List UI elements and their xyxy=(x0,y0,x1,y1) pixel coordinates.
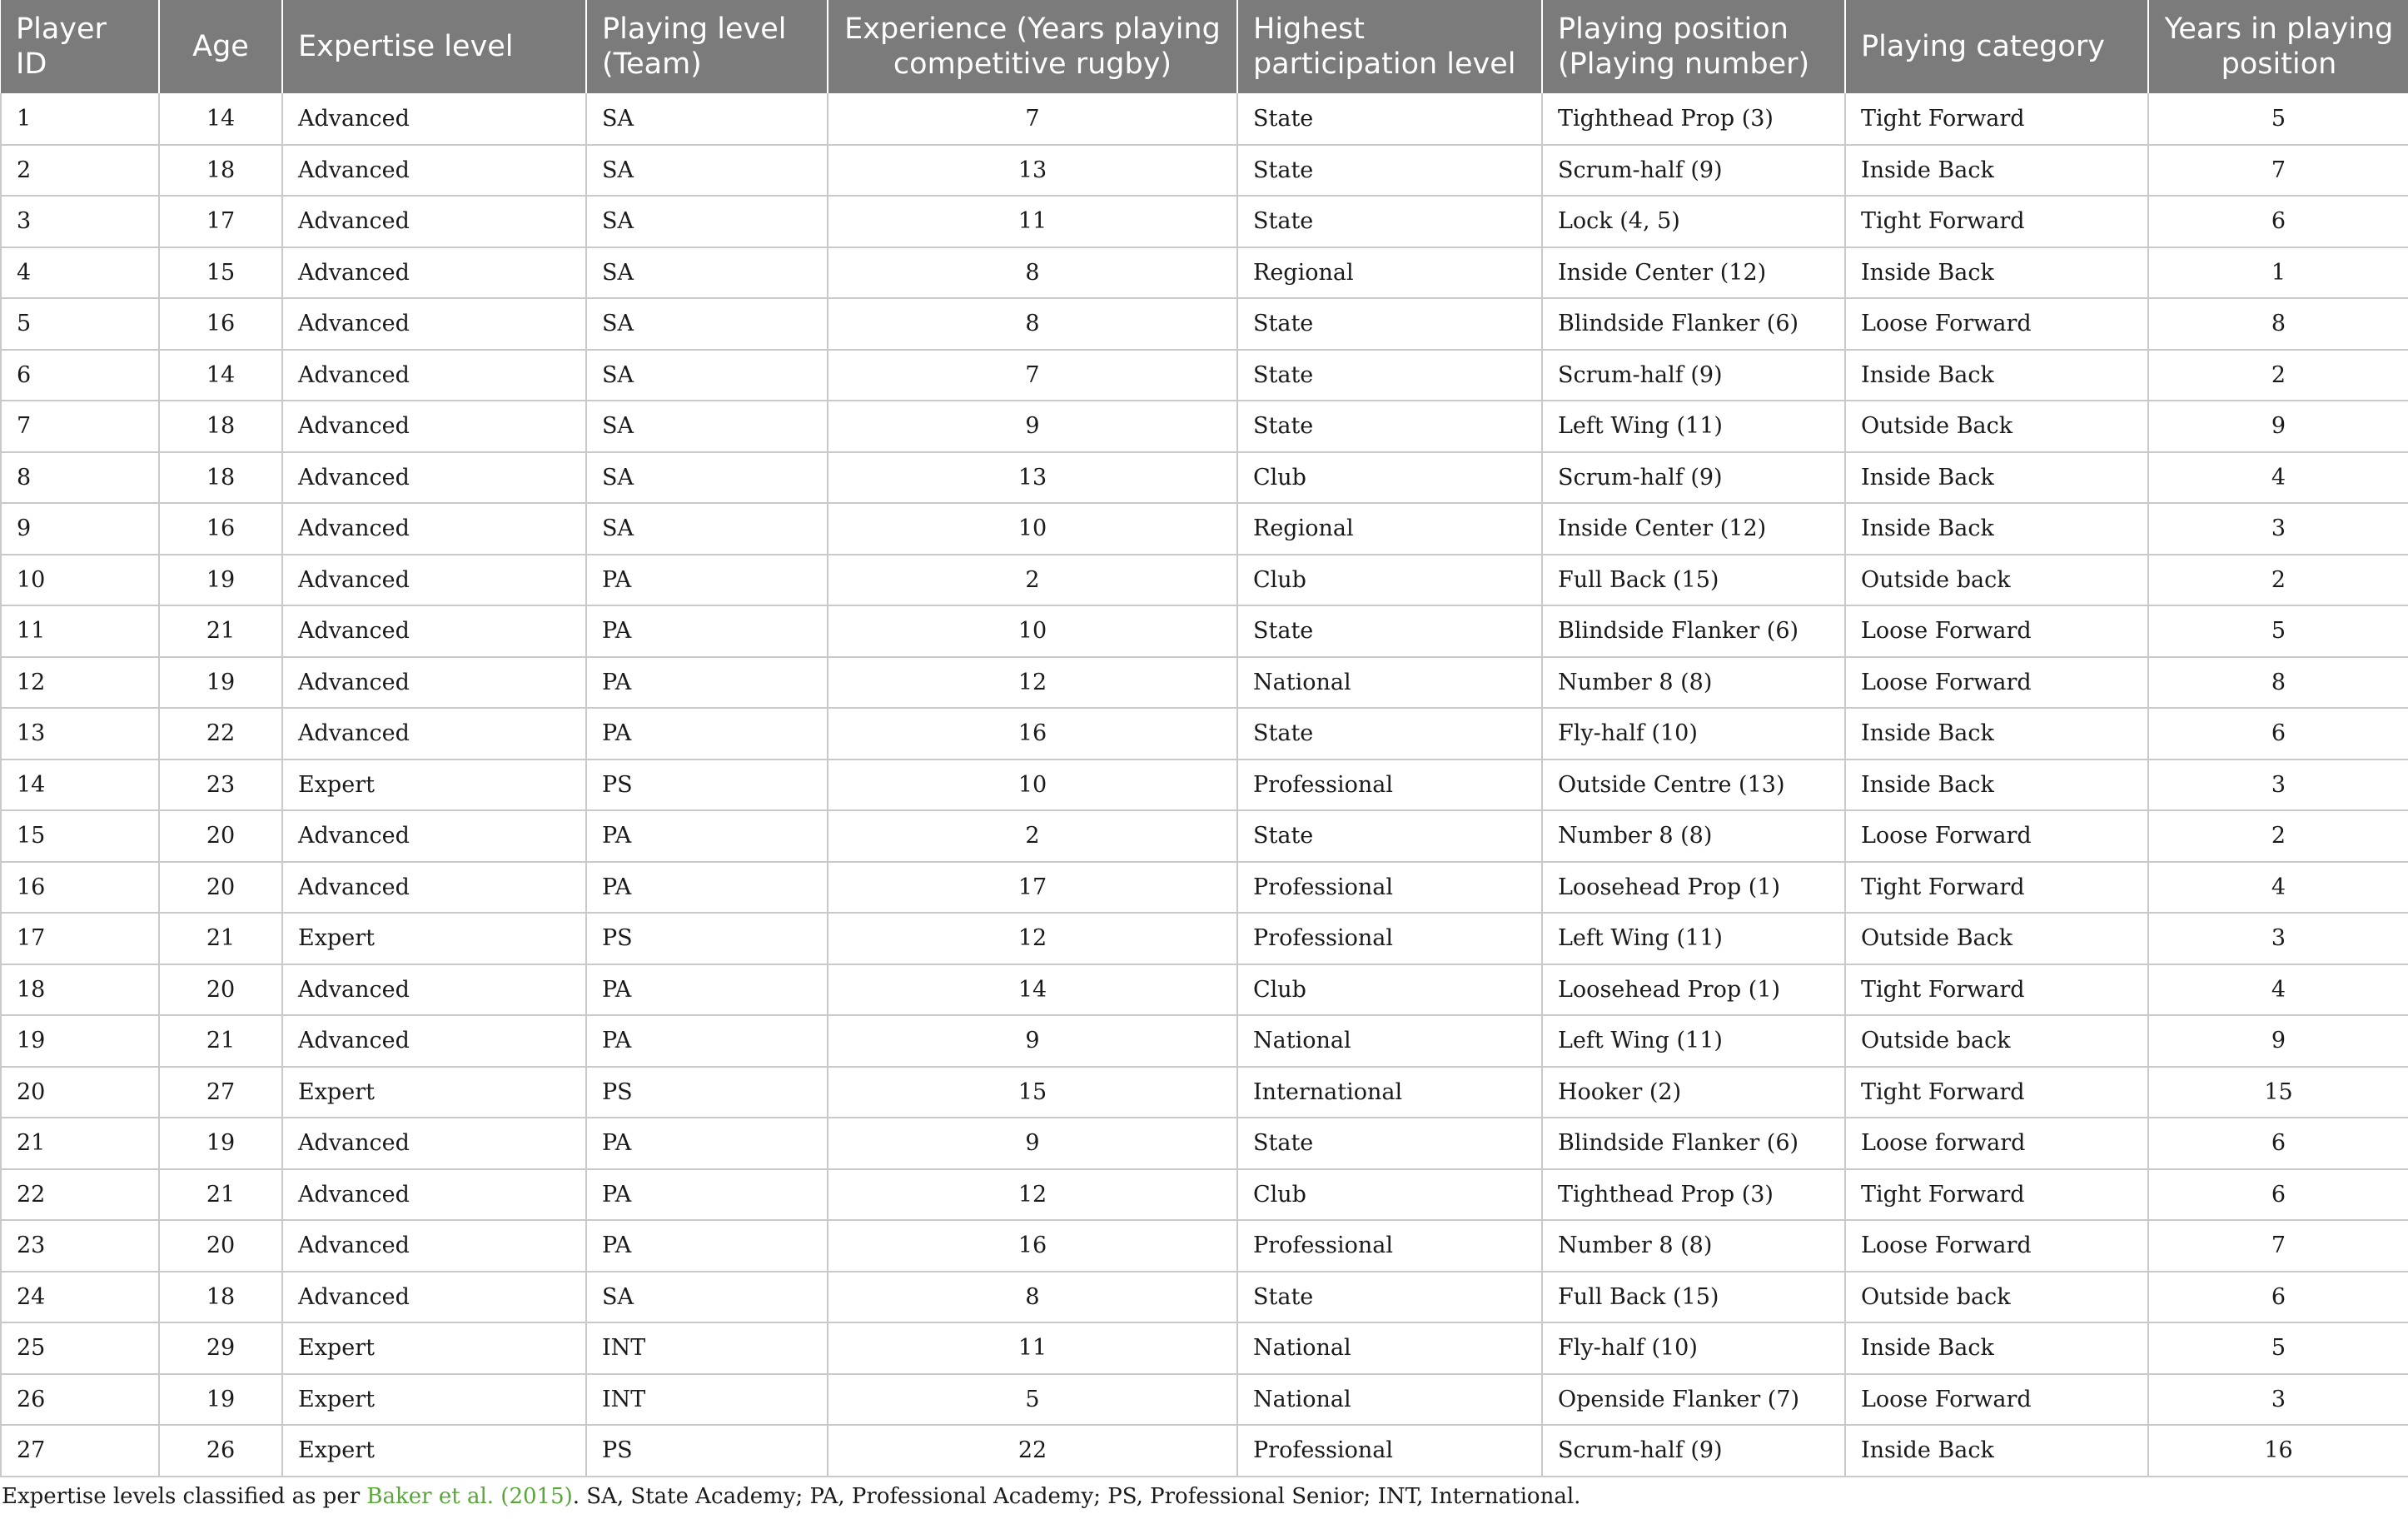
cell-player-id: 26 xyxy=(1,1374,159,1426)
cell-playing-level: SA xyxy=(586,452,828,504)
cell-playing-position: Scrum-half (9) xyxy=(1542,145,1845,197)
cell-player-id: 24 xyxy=(1,1272,159,1323)
cell-playing-category: Inside Back xyxy=(1845,1322,2148,1374)
cell-playing-level: SA xyxy=(586,93,828,145)
table-row xyxy=(1,1220,2408,1272)
cell-age: 16 xyxy=(159,298,282,350)
table-row xyxy=(1,1067,2408,1118)
header-highest-participation: Highest participation level xyxy=(1237,0,1542,93)
cell-expertise-level: Advanced xyxy=(282,350,586,401)
cell-years-in-position: 8 xyxy=(2148,657,2408,709)
cell-playing-category: Tight Forward xyxy=(1845,1067,2148,1118)
cell-player-id: 25 xyxy=(1,1322,159,1374)
cell-age: 14 xyxy=(159,350,282,401)
cell-player-id: 3 xyxy=(1,196,159,247)
cell-age: 14 xyxy=(159,93,282,145)
cell-playing-position: Lock (4, 5) xyxy=(1542,196,1845,247)
table-row xyxy=(1,1169,2408,1221)
cell-playing-category: Inside Back xyxy=(1845,760,2148,811)
cell-highest-participation: Regional xyxy=(1237,247,1542,299)
cell-highest-participation: State xyxy=(1237,708,1542,760)
cell-years-in-position: 5 xyxy=(2148,605,2408,657)
table-row xyxy=(1,862,2408,914)
cell-playing-level: PA xyxy=(586,862,828,914)
cell-years-in-position: 3 xyxy=(2148,1374,2408,1426)
cell-highest-participation: National xyxy=(1237,1015,1542,1067)
cell-playing-level: INT xyxy=(586,1374,828,1426)
cell-playing-position: Full Back (15) xyxy=(1542,555,1845,606)
cell-expertise-level: Advanced xyxy=(282,401,586,452)
cell-playing-category: Inside Back xyxy=(1845,145,2148,197)
cell-age: 20 xyxy=(159,862,282,914)
cell-experience: 12 xyxy=(828,657,1237,709)
cell-playing-position: Number 8 (8) xyxy=(1542,657,1845,709)
cell-player-id: 27 xyxy=(1,1425,159,1477)
cell-experience: 13 xyxy=(828,145,1237,197)
cell-playing-position: Number 8 (8) xyxy=(1542,810,1845,862)
cell-years-in-position: 7 xyxy=(2148,145,2408,197)
cell-playing-category: Loose forward xyxy=(1845,1118,2148,1169)
table-row xyxy=(1,401,2408,452)
cell-years-in-position: 4 xyxy=(2148,964,2408,1016)
cell-playing-level: PA xyxy=(586,657,828,709)
cell-expertise-level: Advanced xyxy=(282,1272,586,1323)
table-row xyxy=(1,1374,2408,1426)
cell-playing-category: Loose Forward xyxy=(1845,1374,2148,1426)
cell-age: 21 xyxy=(159,605,282,657)
cell-playing-position: Openside Flanker (7) xyxy=(1542,1374,1845,1426)
table-row xyxy=(1,298,2408,350)
cell-expertise-level: Advanced xyxy=(282,145,586,197)
cell-playing-category: Tight Forward xyxy=(1845,862,2148,914)
cell-experience: 16 xyxy=(828,1220,1237,1272)
cell-player-id: 7 xyxy=(1,401,159,452)
cell-playing-position: Loosehead Prop (1) xyxy=(1542,862,1845,914)
cell-playing-level: PS xyxy=(586,913,828,964)
cell-highest-participation: State xyxy=(1237,605,1542,657)
cell-playing-level: PA xyxy=(586,1118,828,1169)
cell-playing-position: Number 8 (8) xyxy=(1542,1220,1845,1272)
cell-highest-participation: State xyxy=(1237,810,1542,862)
cell-experience: 2 xyxy=(828,555,1237,606)
cell-playing-position: Fly-half (10) xyxy=(1542,1322,1845,1374)
cell-years-in-position: 9 xyxy=(2148,1015,2408,1067)
cell-highest-participation: State xyxy=(1237,145,1542,197)
cell-highest-participation: State xyxy=(1237,298,1542,350)
cell-playing-position: Blindside Flanker (6) xyxy=(1542,605,1845,657)
cell-years-in-position: 6 xyxy=(2148,196,2408,247)
cell-years-in-position: 3 xyxy=(2148,760,2408,811)
table-row xyxy=(1,605,2408,657)
cell-playing-position: Blindside Flanker (6) xyxy=(1542,298,1845,350)
cell-playing-category: Outside Back xyxy=(1845,913,2148,964)
table-row xyxy=(1,760,2408,811)
cell-highest-participation: National xyxy=(1237,1322,1542,1374)
cell-highest-participation: National xyxy=(1237,1374,1542,1426)
cell-playing-level: PA xyxy=(586,708,828,760)
cell-years-in-position: 3 xyxy=(2148,503,2408,555)
cell-player-id: 5 xyxy=(1,298,159,350)
cell-age: 23 xyxy=(159,760,282,811)
cell-player-id: 22 xyxy=(1,1169,159,1221)
cell-playing-category: Outside back xyxy=(1845,1015,2148,1067)
cell-experience: 8 xyxy=(828,1272,1237,1323)
cell-player-id: 17 xyxy=(1,913,159,964)
cell-playing-level: PA xyxy=(586,555,828,606)
cell-experience: 9 xyxy=(828,1118,1237,1169)
cell-experience: 12 xyxy=(828,1169,1237,1221)
cell-playing-level: PS xyxy=(586,1067,828,1118)
cell-age: 26 xyxy=(159,1425,282,1477)
table-row xyxy=(1,503,2408,555)
cell-experience: 9 xyxy=(828,1015,1237,1067)
cell-expertise-level: Advanced xyxy=(282,298,586,350)
cell-player-id: 13 xyxy=(1,708,159,760)
cell-playing-category: Inside Back xyxy=(1845,247,2148,299)
cell-playing-category: Loose Forward xyxy=(1845,810,2148,862)
cell-years-in-position: 5 xyxy=(2148,1322,2408,1374)
cell-playing-category: Loose Forward xyxy=(1845,605,2148,657)
header-playing-category: Playing category xyxy=(1845,0,2148,93)
cell-playing-position: Left Wing (11) xyxy=(1542,1015,1845,1067)
table-row xyxy=(1,145,2408,197)
cell-player-id: 8 xyxy=(1,452,159,504)
cell-years-in-position: 7 xyxy=(2148,1220,2408,1272)
cell-age: 22 xyxy=(159,708,282,760)
cell-experience: 10 xyxy=(828,605,1237,657)
cell-playing-level: PA xyxy=(586,964,828,1016)
cell-player-id: 6 xyxy=(1,350,159,401)
cell-highest-participation: Club xyxy=(1237,555,1542,606)
cell-playing-position: Inside Center (12) xyxy=(1542,247,1845,299)
table-row xyxy=(1,247,2408,299)
table-header xyxy=(1,0,2408,93)
cell-age: 21 xyxy=(159,1169,282,1221)
cell-playing-category: Outside Back xyxy=(1845,401,2148,452)
cell-player-id: 4 xyxy=(1,247,159,299)
cell-years-in-position: 6 xyxy=(2148,1118,2408,1169)
cell-age: 18 xyxy=(159,145,282,197)
cell-age: 20 xyxy=(159,964,282,1016)
cell-experience: 5 xyxy=(828,1374,1237,1426)
cell-expertise-level: Advanced xyxy=(282,93,586,145)
cell-playing-category: Tight Forward xyxy=(1845,93,2148,145)
cell-player-id: 23 xyxy=(1,1220,159,1272)
cell-player-id: 1 xyxy=(1,93,159,145)
cell-highest-participation: State xyxy=(1237,1118,1542,1169)
cell-highest-participation: International xyxy=(1237,1067,1542,1118)
cell-experience: 11 xyxy=(828,1322,1237,1374)
header-row xyxy=(1,0,2408,93)
cell-years-in-position: 8 xyxy=(2148,298,2408,350)
cell-playing-category: Tight Forward xyxy=(1845,964,2148,1016)
cell-age: 20 xyxy=(159,810,282,862)
cell-expertise-level: Expert xyxy=(282,1374,586,1426)
cell-playing-category: Loose Forward xyxy=(1845,657,2148,709)
cell-age: 19 xyxy=(159,555,282,606)
cell-playing-level: PA xyxy=(586,1015,828,1067)
cell-age: 17 xyxy=(159,196,282,247)
cell-expertise-level: Advanced xyxy=(282,1118,586,1169)
cell-years-in-position: 6 xyxy=(2148,1272,2408,1323)
cell-age: 18 xyxy=(159,1272,282,1323)
cell-playing-position: Scrum-half (9) xyxy=(1542,452,1845,504)
cell-expertise-level: Advanced xyxy=(282,1220,586,1272)
cell-highest-participation: Club xyxy=(1237,964,1542,1016)
header-age: Age xyxy=(159,0,282,93)
cell-experience: 17 xyxy=(828,862,1237,914)
footnote-suffix: . SA, State Academy; PA, Professional Academy; PS, Professional Senior; INT, International. xyxy=(572,1484,1581,1509)
cell-highest-participation: State xyxy=(1237,1272,1542,1323)
cell-playing-level: SA xyxy=(586,350,828,401)
cell-playing-position: Left Wing (11) xyxy=(1542,913,1845,964)
cell-experience: 7 xyxy=(828,350,1237,401)
table-row xyxy=(1,452,2408,504)
cell-playing-level: SA xyxy=(586,503,828,555)
cell-years-in-position: 2 xyxy=(2148,810,2408,862)
cell-playing-category: Inside Back xyxy=(1845,503,2148,555)
cell-playing-level: PA xyxy=(586,1169,828,1221)
cell-experience: 10 xyxy=(828,760,1237,811)
table-row xyxy=(1,964,2408,1016)
cell-experience: 22 xyxy=(828,1425,1237,1477)
cell-highest-participation: State xyxy=(1237,93,1542,145)
cell-playing-level: PS xyxy=(586,760,828,811)
table-row xyxy=(1,810,2408,862)
cell-player-id: 21 xyxy=(1,1118,159,1169)
cell-playing-level: PS xyxy=(586,1425,828,1477)
cell-player-id: 9 xyxy=(1,503,159,555)
cell-age: 18 xyxy=(159,452,282,504)
cell-playing-position: Loosehead Prop (1) xyxy=(1542,964,1845,1016)
cell-playing-level: PA xyxy=(586,1220,828,1272)
cell-expertise-level: Expert xyxy=(282,913,586,964)
cell-playing-level: SA xyxy=(586,145,828,197)
cell-years-in-position: 1 xyxy=(2148,247,2408,299)
cell-playing-level: SA xyxy=(586,196,828,247)
cell-expertise-level: Advanced xyxy=(282,196,586,247)
cell-highest-participation: Professional xyxy=(1237,913,1542,964)
header-player-id: Player ID xyxy=(1,0,159,93)
table-body xyxy=(1,93,2408,1477)
cell-expertise-level: Advanced xyxy=(282,1015,586,1067)
table-row xyxy=(1,350,2408,401)
header-years-in-position: Years in playing position xyxy=(2148,0,2408,93)
cell-age: 16 xyxy=(159,503,282,555)
cell-playing-position: Hooker (2) xyxy=(1542,1067,1845,1118)
cell-playing-position: Fly-half (10) xyxy=(1542,708,1845,760)
cell-playing-position: Tighthead Prop (3) xyxy=(1542,93,1845,145)
cell-experience: 9 xyxy=(828,401,1237,452)
table-row xyxy=(1,1425,2408,1477)
cell-playing-category: Loose Forward xyxy=(1845,298,2148,350)
cell-highest-participation: National xyxy=(1237,657,1542,709)
cell-age: 27 xyxy=(159,1067,282,1118)
table-row xyxy=(1,1272,2408,1323)
cell-player-id: 16 xyxy=(1,862,159,914)
cell-playing-level: PA xyxy=(586,810,828,862)
cell-expertise-level: Expert xyxy=(282,1425,586,1477)
cell-experience: 13 xyxy=(828,452,1237,504)
table-footnote xyxy=(2,1484,1580,1509)
cell-playing-position: Tighthead Prop (3) xyxy=(1542,1169,1845,1221)
header-playing-position: Playing position (Playing number) xyxy=(1542,0,1845,93)
cell-experience: 2 xyxy=(828,810,1237,862)
table-row xyxy=(1,555,2408,606)
cell-age: 21 xyxy=(159,1015,282,1067)
cell-playing-level: SA xyxy=(586,247,828,299)
cell-player-id: 19 xyxy=(1,1015,159,1067)
cell-highest-participation: Club xyxy=(1237,452,1542,504)
cell-highest-participation: State xyxy=(1237,350,1542,401)
cell-playing-level: PA xyxy=(586,605,828,657)
cell-expertise-level: Advanced xyxy=(282,810,586,862)
table-row xyxy=(1,708,2408,760)
cell-years-in-position: 5 xyxy=(2148,93,2408,145)
cell-expertise-level: Advanced xyxy=(282,657,586,709)
cell-highest-participation: Professional xyxy=(1237,862,1542,914)
cell-years-in-position: 4 xyxy=(2148,452,2408,504)
cell-age: 29 xyxy=(159,1322,282,1374)
header-expertise-level: Expertise level xyxy=(282,0,586,93)
header-experience: Experience (Years playing competitive rugby) xyxy=(828,0,1237,93)
table-row xyxy=(1,196,2408,247)
cell-age: 21 xyxy=(159,913,282,964)
cell-player-id: 12 xyxy=(1,657,159,709)
header-playing-level: Playing level (Team) xyxy=(586,0,828,93)
cell-playing-category: Inside Back xyxy=(1845,350,2148,401)
cell-years-in-position: 3 xyxy=(2148,913,2408,964)
cell-expertise-level: Advanced xyxy=(282,555,586,606)
cell-years-in-position: 9 xyxy=(2148,401,2408,452)
cell-player-id: 2 xyxy=(1,145,159,197)
cell-age: 20 xyxy=(159,1220,282,1272)
cell-years-in-position: 6 xyxy=(2148,708,2408,760)
cell-highest-participation: State xyxy=(1237,401,1542,452)
cell-expertise-level: Advanced xyxy=(282,708,586,760)
cell-player-id: 18 xyxy=(1,964,159,1016)
table-row xyxy=(1,1322,2408,1374)
cell-highest-participation: Club xyxy=(1237,1169,1542,1221)
cell-age: 18 xyxy=(159,401,282,452)
table-row xyxy=(1,93,2408,145)
cell-playing-level: SA xyxy=(586,1272,828,1323)
table-row xyxy=(1,1015,2408,1067)
cell-highest-participation: Professional xyxy=(1237,1220,1542,1272)
table-row xyxy=(1,913,2408,964)
cell-experience: 11 xyxy=(828,196,1237,247)
cell-years-in-position: 2 xyxy=(2148,555,2408,606)
cell-player-id: 14 xyxy=(1,760,159,811)
footnote-prefix: Expertise levels classified as per xyxy=(2,1484,367,1509)
cell-playing-category: Inside Back xyxy=(1845,708,2148,760)
cell-expertise-level: Advanced xyxy=(282,964,586,1016)
cell-age: 19 xyxy=(159,1374,282,1426)
cell-expertise-level: Expert xyxy=(282,760,586,811)
cell-expertise-level: Advanced xyxy=(282,605,586,657)
footnote-reference-link[interactable]: Baker et al. (2015) xyxy=(366,1484,573,1509)
cell-experience: 8 xyxy=(828,247,1237,299)
cell-playing-level: INT xyxy=(586,1322,828,1374)
cell-experience: 8 xyxy=(828,298,1237,350)
cell-playing-position: Blindside Flanker (6) xyxy=(1542,1118,1845,1169)
cell-playing-category: Outside back xyxy=(1845,555,2148,606)
cell-player-id: 20 xyxy=(1,1067,159,1118)
cell-experience: 7 xyxy=(828,93,1237,145)
cell-playing-category: Outside back xyxy=(1845,1272,2148,1323)
cell-player-id: 10 xyxy=(1,555,159,606)
cell-playing-position: Outside Centre (13) xyxy=(1542,760,1845,811)
cell-playing-position: Full Back (15) xyxy=(1542,1272,1845,1323)
cell-highest-participation: State xyxy=(1237,196,1542,247)
cell-playing-level: SA xyxy=(586,298,828,350)
cell-age: 19 xyxy=(159,1118,282,1169)
cell-playing-position: Scrum-half (9) xyxy=(1542,1425,1845,1477)
cell-expertise-level: Advanced xyxy=(282,862,586,914)
cell-playing-position: Inside Center (12) xyxy=(1542,503,1845,555)
cell-years-in-position: 16 xyxy=(2148,1425,2408,1477)
cell-player-id: 11 xyxy=(1,605,159,657)
cell-playing-position: Scrum-half (9) xyxy=(1542,350,1845,401)
cell-expertise-level: Advanced xyxy=(282,247,586,299)
cell-years-in-position: 4 xyxy=(2148,862,2408,914)
cell-expertise-level: Advanced xyxy=(282,503,586,555)
cell-experience: 12 xyxy=(828,913,1237,964)
cell-playing-category: Tight Forward xyxy=(1845,196,2148,247)
cell-age: 15 xyxy=(159,247,282,299)
cell-playing-category: Tight Forward xyxy=(1845,1169,2148,1221)
cell-playing-level: SA xyxy=(586,401,828,452)
cell-experience: 14 xyxy=(828,964,1237,1016)
cell-playing-category: Inside Back xyxy=(1845,1425,2148,1477)
table-row xyxy=(1,1118,2408,1169)
cell-expertise-level: Advanced xyxy=(282,452,586,504)
cell-playing-position: Left Wing (11) xyxy=(1542,401,1845,452)
cell-expertise-level: Expert xyxy=(282,1067,586,1118)
cell-playing-category: Inside Back xyxy=(1845,452,2148,504)
cell-experience: 10 xyxy=(828,503,1237,555)
cell-age: 19 xyxy=(159,657,282,709)
cell-years-in-position: 2 xyxy=(2148,350,2408,401)
cell-expertise-level: Expert xyxy=(282,1322,586,1374)
cell-highest-participation: Regional xyxy=(1237,503,1542,555)
cell-expertise-level: Advanced xyxy=(282,1169,586,1221)
table-row xyxy=(1,657,2408,709)
cell-experience: 16 xyxy=(828,708,1237,760)
cell-player-id: 15 xyxy=(1,810,159,862)
cell-highest-participation: Professional xyxy=(1237,760,1542,811)
cell-years-in-position: 15 xyxy=(2148,1067,2408,1118)
cell-years-in-position: 6 xyxy=(2148,1169,2408,1221)
cell-playing-category: Loose Forward xyxy=(1845,1220,2148,1272)
cell-experience: 15 xyxy=(828,1067,1237,1118)
cell-highest-participation: Professional xyxy=(1237,1425,1542,1477)
